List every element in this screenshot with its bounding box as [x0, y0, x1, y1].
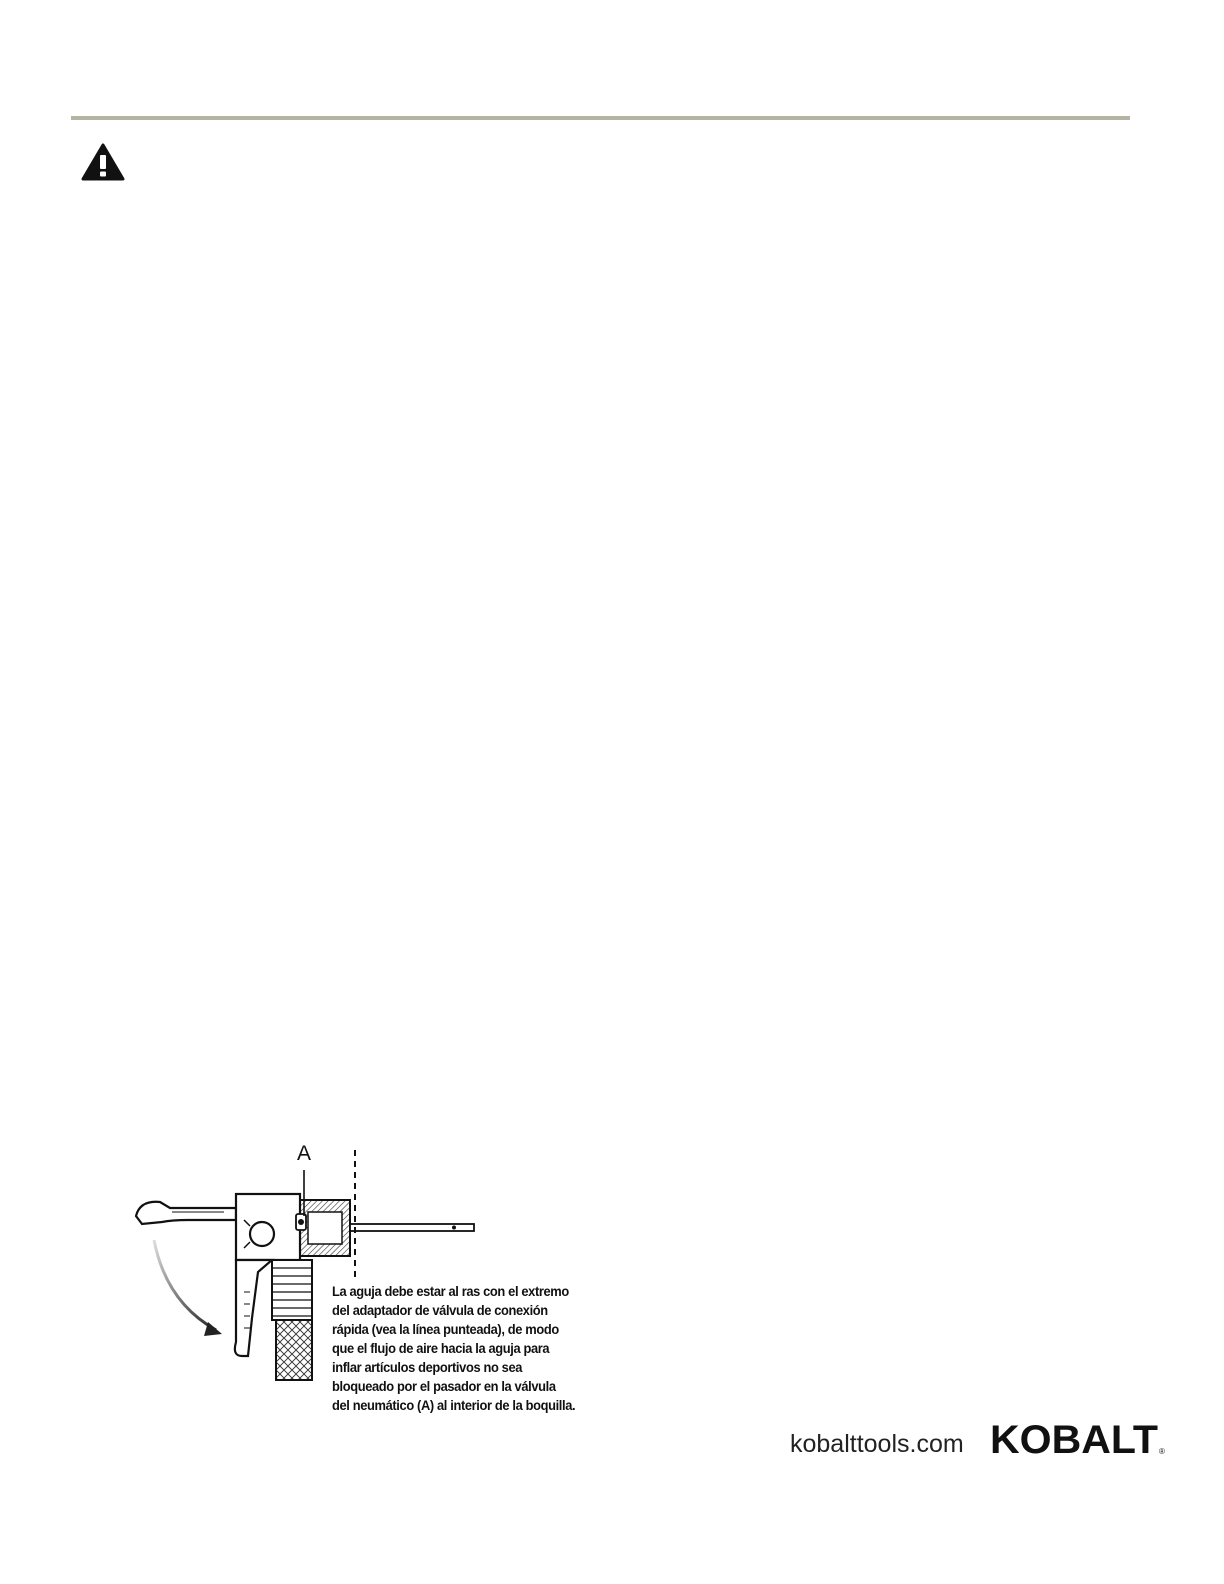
callout-label-a: A: [297, 1142, 312, 1165]
caption-line: del neumático (A) al interior de la boquilla.: [332, 1397, 576, 1413]
caption-line: que el flujo de aire hacia la aguja para: [332, 1340, 550, 1356]
caption-line: La aguja debe estar al ras con el extremo: [332, 1283, 569, 1299]
caption-line: del adaptador de válvula de conexión: [332, 1302, 548, 1318]
caption-line: inflar artículos deportivos no sea: [332, 1359, 523, 1375]
caption-line: rápida (vea la línea punteada), de modo: [332, 1321, 559, 1337]
warning-triangle-icon: [81, 143, 125, 181]
kobalt-logo: [990, 1420, 1168, 1456]
brand-wordmark: KOBALT: [990, 1420, 1158, 1456]
figure-caption: [332, 1282, 580, 1415]
website-link[interactable]: kobalttools.com: [790, 1430, 964, 1458]
caption-line: bloqueado por el pasador en la válvula: [332, 1378, 556, 1394]
registered-mark: ®: [1159, 1447, 1165, 1456]
section-divider: [71, 116, 1130, 120]
